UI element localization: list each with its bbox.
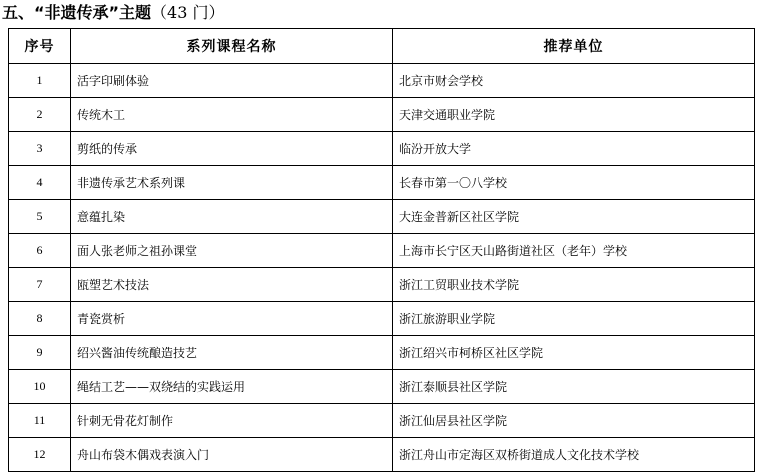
table-row xyxy=(9,438,755,472)
row-index: 5 xyxy=(9,200,71,234)
course-table xyxy=(8,28,755,472)
row-course-name: 舟山布袋木偶戏表演入门 xyxy=(71,438,393,472)
table-row xyxy=(9,370,755,404)
row-course-name: 活字印刷体验 xyxy=(71,64,393,98)
row-recommending-unit: 大连金普新区社区学院 xyxy=(393,200,755,234)
row-index: 10 xyxy=(9,370,71,404)
header-index: 序号 xyxy=(9,29,71,64)
row-index: 3 xyxy=(9,132,71,166)
row-recommending-unit: 浙江泰顺县社区学院 xyxy=(393,370,755,404)
row-course-name: 瓯塑艺术技法 xyxy=(71,268,393,302)
row-course-name: 非遗传承艺术系列课 xyxy=(71,166,393,200)
row-recommending-unit: 上海市长宁区天山路街道社区（老年）学校 xyxy=(393,234,755,268)
row-index: 9 xyxy=(9,336,71,370)
row-recommending-unit: 长春市第一〇八学校 xyxy=(393,166,755,200)
table-header-row xyxy=(9,29,755,64)
row-course-name: 传统木工 xyxy=(71,98,393,132)
row-recommending-unit: 浙江工贸职业技术学院 xyxy=(393,268,755,302)
row-course-name: 针刺无骨花灯制作 xyxy=(71,404,393,438)
table-row xyxy=(9,200,755,234)
table-row xyxy=(9,132,755,166)
section-course-count: （43 门） xyxy=(151,3,225,22)
row-recommending-unit: 北京市财会学校 xyxy=(393,64,755,98)
table-row xyxy=(9,302,755,336)
row-recommending-unit: 浙江旅游职业学院 xyxy=(393,302,755,336)
table-row xyxy=(9,166,755,200)
row-course-name: 绍兴酱油传统酿造技艺 xyxy=(71,336,393,370)
row-recommending-unit: 浙江绍兴市柯桥区社区学院 xyxy=(393,336,755,370)
row-index: 12 xyxy=(9,438,71,472)
row-course-name: 剪纸的传承 xyxy=(71,132,393,166)
row-index: 4 xyxy=(9,166,71,200)
section-heading xyxy=(2,2,225,24)
table-row xyxy=(9,234,755,268)
table-row xyxy=(9,64,755,98)
row-course-name: 青瓷赏析 xyxy=(71,302,393,336)
row-index: 2 xyxy=(9,98,71,132)
row-course-name: 绳结工艺——双绕结的实践运用 xyxy=(71,370,393,404)
row-index: 1 xyxy=(9,64,71,98)
table-row xyxy=(9,404,755,438)
row-recommending-unit: 浙江舟山市定海区双桥街道成人文化技术学校 xyxy=(393,438,755,472)
section-title: 五、“非遗传承”主题 xyxy=(2,3,152,22)
table-row xyxy=(9,268,755,302)
table-body xyxy=(9,64,755,472)
row-index: 7 xyxy=(9,268,71,302)
row-index: 11 xyxy=(9,404,71,438)
row-index: 6 xyxy=(9,234,71,268)
row-course-name: 面人张老师之祖孙课堂 xyxy=(71,234,393,268)
table-row xyxy=(9,336,755,370)
row-recommending-unit: 天津交通职业学院 xyxy=(393,98,755,132)
header-course-name: 系列课程名称 xyxy=(71,29,393,64)
header-recommending-unit: 推荐单位 xyxy=(393,29,755,64)
row-index: 8 xyxy=(9,302,71,336)
row-course-name: 意蕴扎染 xyxy=(71,200,393,234)
table-row xyxy=(9,98,755,132)
row-recommending-unit: 临汾开放大学 xyxy=(393,132,755,166)
row-recommending-unit: 浙江仙居县社区学院 xyxy=(393,404,755,438)
